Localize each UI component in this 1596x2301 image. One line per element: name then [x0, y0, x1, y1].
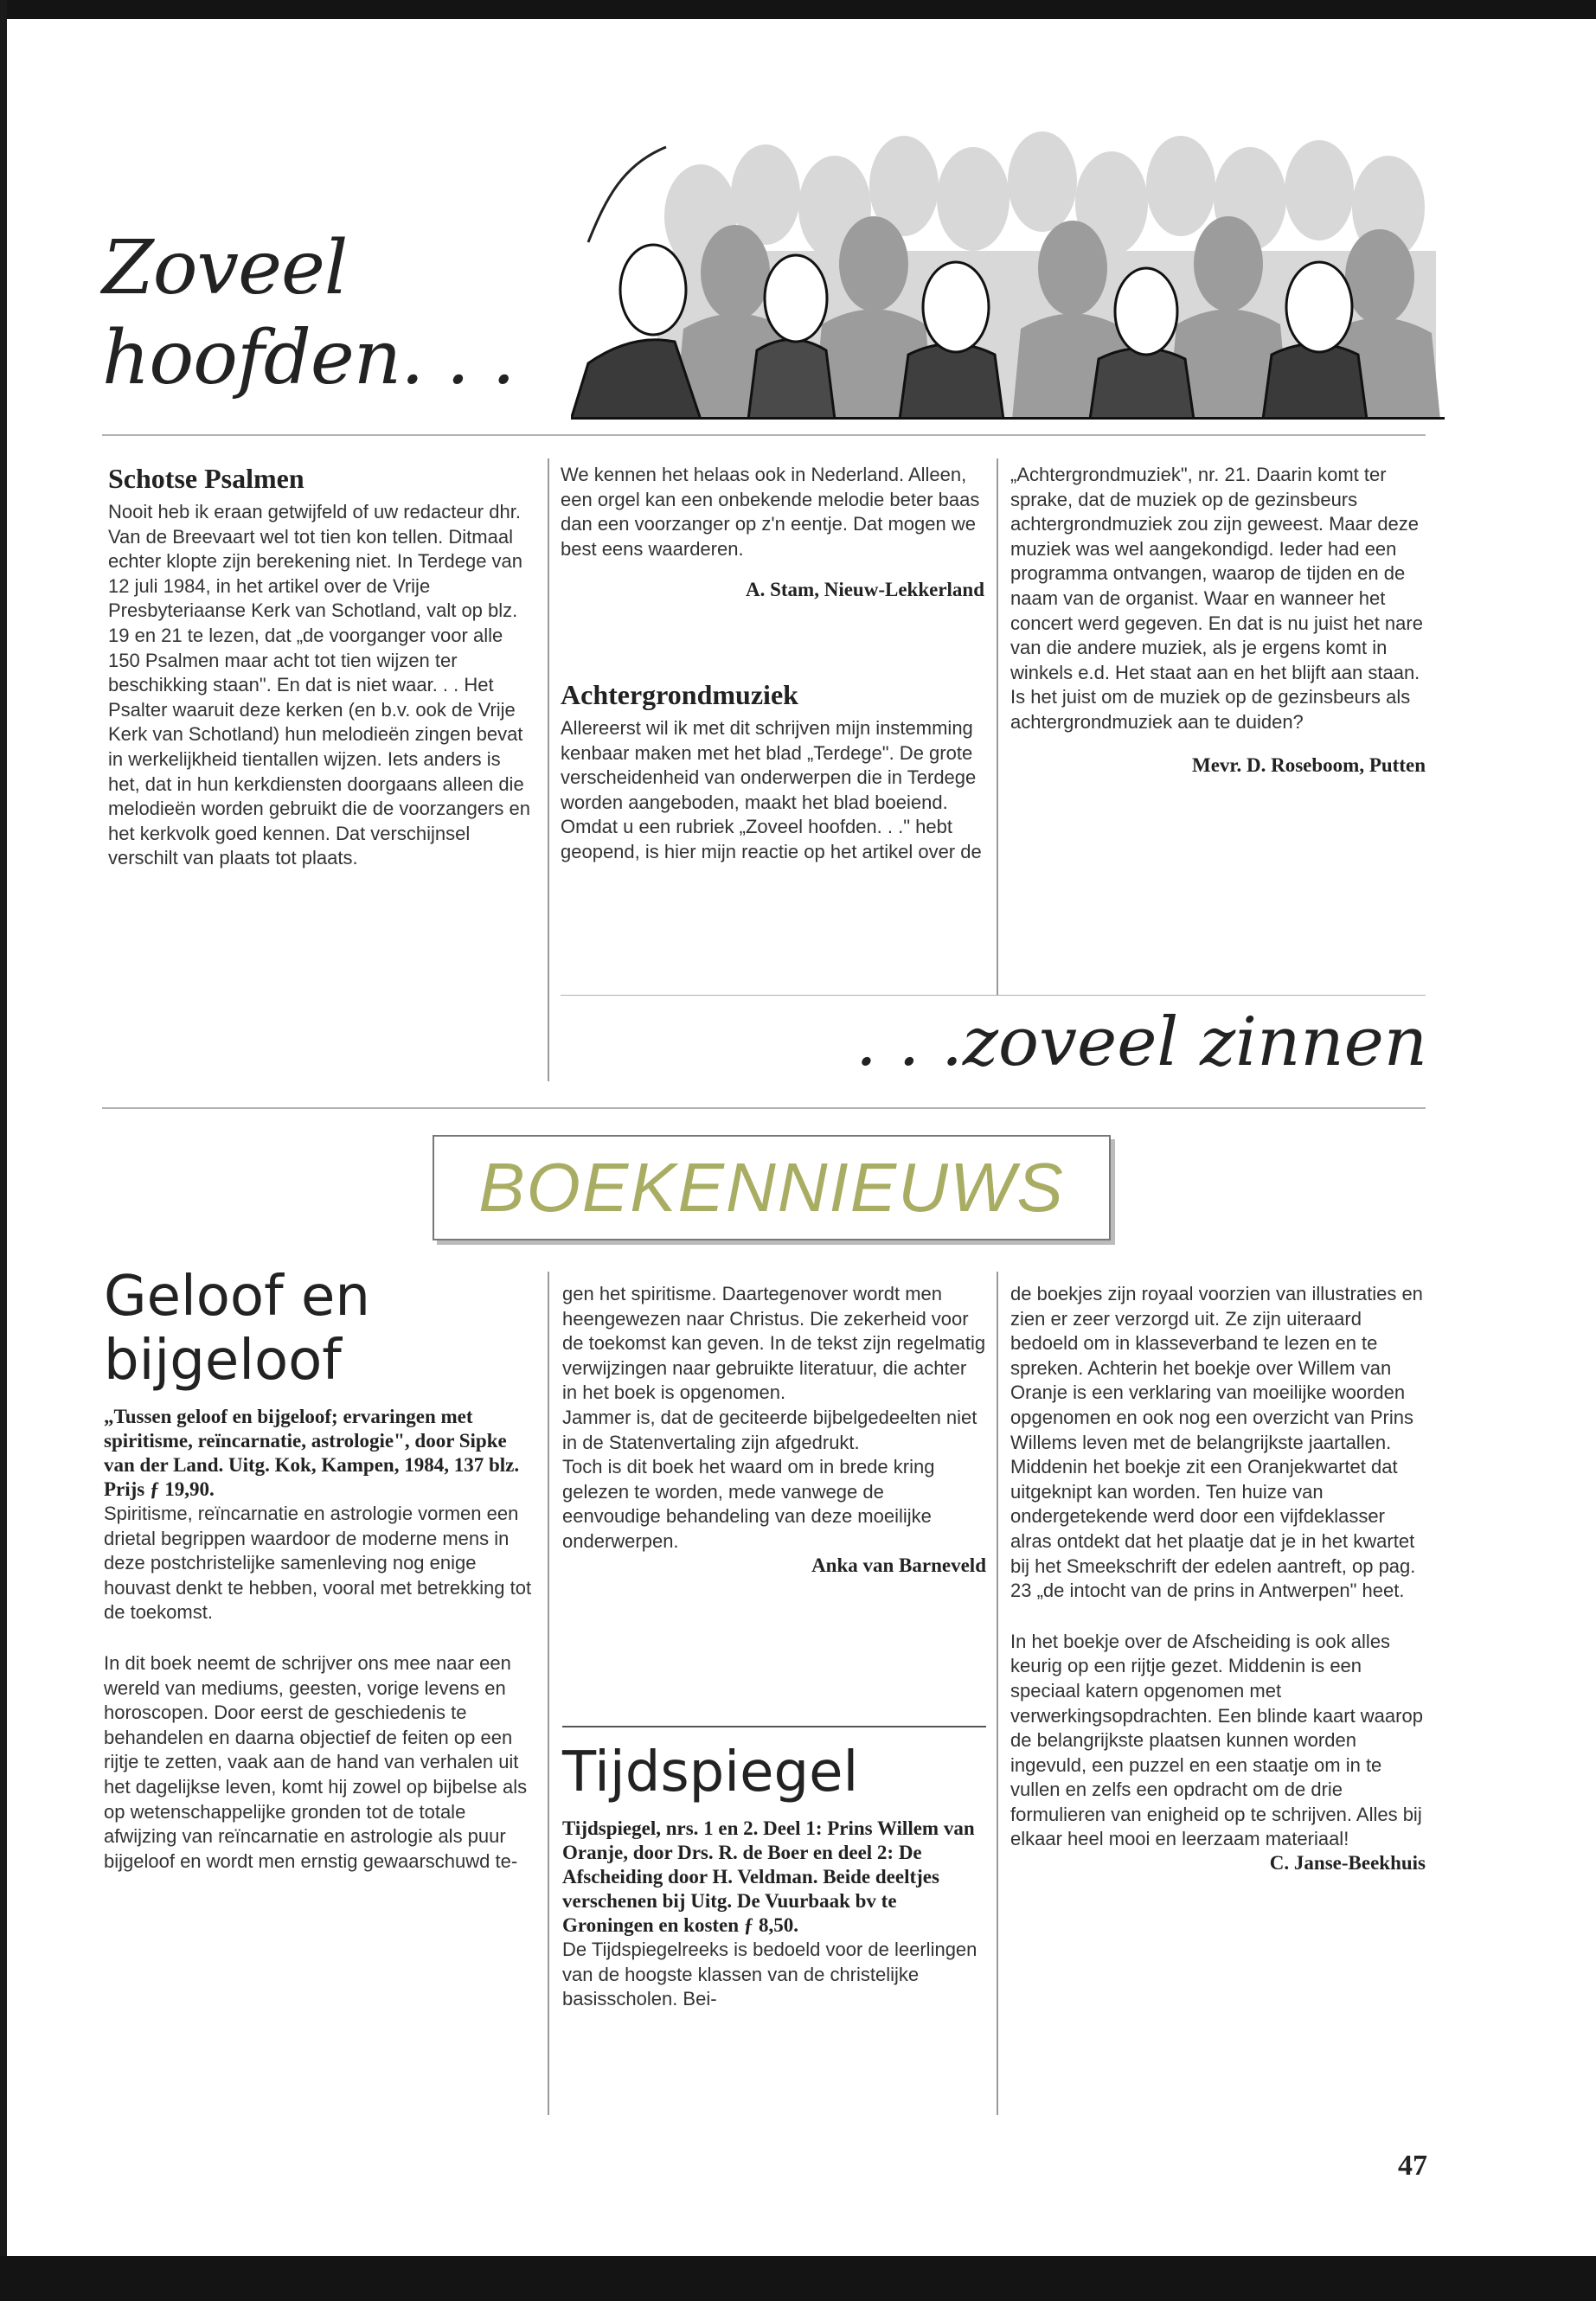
column-rule-4 [997, 1272, 998, 2115]
column-rule-1 [548, 458, 549, 1081]
title-line-2: hoofden. . . [102, 315, 515, 401]
review-paragraph-1: De Tijdspiegelreeks is bedoeld voor de leerlingen van de hoogste klassen van de christelijke basisscholen. Bei- [562, 1939, 977, 2010]
review-signature: Anka van Barneveld [811, 1554, 986, 1576]
review-rule [562, 1726, 986, 1727]
letter-body: Nooit heb ik eraan getwijfeld of uw redacteur dhr. Van de Breevaart wel tot tien kon tellen. Ditmaal echter klopte zijn berekening niet. In Terdege van 12 juli 1984, in het artikel over de Vrije Presbyteriaanse Kerk van Schotland, valt op blz. 19 en 21 te lezen, dat „de voorganger voor alle 150 Psalmen maar acht tot tien wijzen ter beschikking staan". En dat is niet waar. . . Het Psalter waaruit deze kerken (en b.v. ook de Vrije Kerk van Schotland) hun melodieën zingen bevat in werkelijkheid tientallen wijzen. Iets anders is het, dat in hun kerkdiensten doorgaans alleen die melodieën worden gebruikt die de voorzangers en het kerkvolk goed kennen. Dat verschijnsel verschilt van plaats tot plaats. [108, 501, 530, 869]
letter-body-continued: „Achtergrondmuziek", nr. 21. Daarin komt ter sprake, dat de muziek op de gezinsbeurs achtergrondmuziek zou zijn geweest. Maar deze muziek was wel aangekondigd. Ieder had een programma ontvangen, waarop de tijden en de naam van de organist. Waar en wanneer het concert werd gegeven. En dat is nu juist het nare van die andere muziek, als je ergens komt in winkels e.d. Het staat aan en het blijft aan staan. Is het juist om de muziek op de gezinsbeurs als achtergrondmuziek aan te duiden? [1010, 464, 1423, 733]
letter-body: Allereerst wil ik met dit schrijven mijn instemming kenbaar maken met het blad „Terdege". De grote verscheidenheid van onderwerpen die in Terdege worden aangeboden, maakt het blad boeiend. Omdat u een rubriek „Zoveel hoofden. . ." hebt geopend, is hier mijn reactie op het artikel over de [561, 717, 982, 862]
header-rule [102, 434, 1426, 436]
review-geloof-en-bijgeloof [104, 1265, 536, 1874]
column-rule-3 [548, 1272, 549, 2115]
review-tijdspiegel-continued [1010, 1282, 1426, 1875]
scan-edge-bottom [0, 2256, 1596, 2301]
review-paragraph-2: de boekjes zijn royaal voorzien van illustraties en zien er zeer verzorgd uit. Ze zijn uiteraard bedoeld om in klasseverband te lezen en te spreken. Achterin het boekje over Willem van Oranje is een verklaring van moeilijke woorden opgenomen en ook nog een overzicht van Prins Willems leven met de belangrijkste jaartallen. Middenin het boekje zit een Oranjekwartet dat uitgeknipt kan worden. Ten huize van ondergetekende werd door een vijfdeklasser alras ontdekt dat het plaatje dat je in het kwartet bij het Smeekschrift der edelen aantreft, op pag. 23 „de intocht van de prins in Antwerpen" heet. [1010, 1283, 1423, 1602]
review-heading: Tijdspiegel [562, 1740, 859, 1804]
review-intro: „Tussen geloof en bijgeloof; ervaringen met spiritisme, reïncarnatie, astrologie", door Sipke van der Land. Uitg. Kok, Kampen, 1984, 137 blz. Prijs ƒ 19,90. [104, 1406, 520, 1500]
crowd-of-heads-illustration [571, 112, 1445, 420]
review-tijdspiegel [562, 1740, 986, 2012]
review-heading-line-1: Geloof en [104, 1265, 370, 1329]
letter-achtergrondmuziek-continued [1010, 463, 1426, 777]
zoveel-zinnen-title: . . .zoveel zinnen [855, 1003, 1427, 1081]
page-title [102, 223, 638, 403]
review-geloof-continued [562, 1282, 986, 1577]
page-number: 47 [1398, 2150, 1427, 2182]
section-rule [102, 1107, 1426, 1109]
review-paragraph-3: gen het spiritisme. Daartegenover wordt men heengewezen naar Christus. Die zekerheid voor de toekomst kan geven. In de tekst zijn regelmatig verwijzingen naar gebruikte literatuur, die achter in het boek is opgenomen. [562, 1283, 986, 1404]
letter-heading: Schotse Psalmen [108, 463, 304, 494]
letter-signature: A. Stam, Nieuw-Lekkerland [745, 579, 984, 601]
review-paragraph-1: Spiritisme, reïncarnatie en astrologie vormen een drietal begrippen waardoor de moderne mens in deze postchristelijke samenleving nog enige houvast denkt te hebben, vooral met betrekking tot de toekomst. [104, 1503, 532, 1624]
review-heading [104, 1265, 536, 1393]
letter-heading: Achtergrondmuziek [561, 679, 798, 710]
review-intro: Tijdspiegel, nrs. 1 en 2. Deel 1: Prins Willem van Oranje, door Drs. R. de Boer en deel 2: De Afscheiding door H. Veldman. Beide deeltjes verschenen bij Uitg. De Vuurbaak bv te Groningen en kosten ƒ 8,50. [562, 1817, 975, 1936]
title-line-1: Zoveel [102, 225, 348, 311]
review-paragraph-5: Toch is dit boek het waard om in brede kring gelezen te worden, mede vanwege de eenvoudige behandeling van deze moeilijke onderwerpen. [562, 1456, 935, 1552]
letter-signature: Mevr. D. Roseboom, Putten [1191, 753, 1426, 776]
letter-body-continued: We kennen het helaas ook in Nederland. Alleen, een orgel kan een onbekende melodie beter baas dan een voorzanger op z'n eentje. Dat mogen we best eens waarderen. [561, 464, 980, 560]
review-paragraph-2: In dit boek neemt de schrijver ons mee naar een wereld van mediums, geesten, vorige levens en horoscopen. Door eerst de geschiedenis te behandelen en daarna objectief de feiten op een rijtje te zetten, vaak aan de hand van verhalen uit het dagelijkse leven, komt hij zowel op bijbelse als op wetenschappelijke gronden tot de totale afwijzing van reïncarnatie en astrologie als puur bijgeloof en wordt men ernstig gewaarschuwd te- [104, 1651, 528, 1872]
review-heading-line-2: bijgeloof [104, 1329, 342, 1393]
scan-edge-left [0, 0, 7, 2301]
review-paragraph-3: In het boekje over de Afscheiding is ook alles keurig op een rijtje gezet. Middenin is een speciaal katern opgenomen met verwerkingsopdrachten. Een blinde kaart waarop de belangrijkste plaatsen kunnen worden ingevuld, een puzzel en een staatje om in te vullen en zelfs een opdracht om de drie formulieren van enigheid op te schrijven. Alles bij elkaar heel mooi en leerzaam materiaal! [1010, 1630, 1423, 1850]
section-header-box [433, 1135, 1111, 1240]
letter-schotse-psalmen-continued [561, 463, 984, 601]
review-signature: C. Janse-Beekhuis [1269, 1852, 1426, 1875]
scan-edge-top [0, 0, 1596, 19]
review-paragraph-4: Jammer is, dat de geciteerde bijbelgedeelten niet in de Statenvertaling zijn afgedrukt. [562, 1406, 977, 1453]
section-title: BOEKENNIEUWS [478, 1149, 1065, 1226]
column-rule-2 [997, 458, 998, 995]
letters-rule [561, 995, 1426, 996]
letter-achtergrondmuziek [561, 679, 984, 865]
letter-schotse-psalmen [108, 463, 532, 871]
